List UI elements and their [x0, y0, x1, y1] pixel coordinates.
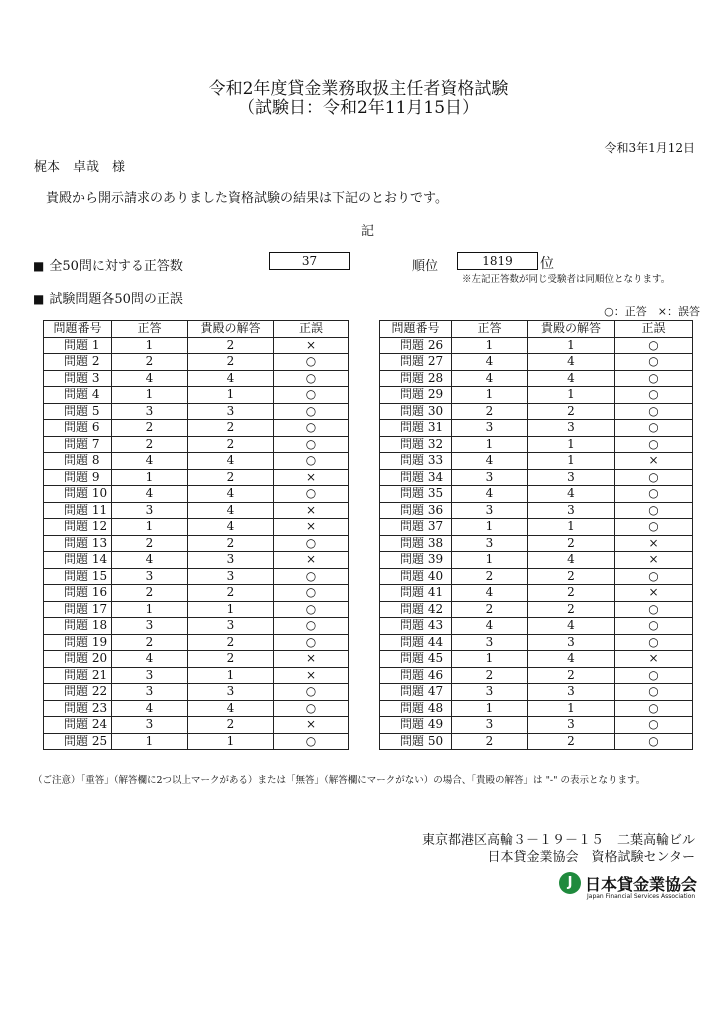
- your-answer: 4: [188, 700, 274, 717]
- your-answer: 2: [188, 436, 274, 453]
- result-mark: ×: [615, 552, 693, 569]
- your-answer: 2: [528, 667, 615, 684]
- result-mark: ×: [615, 535, 693, 552]
- your-answer: 1: [528, 387, 615, 404]
- result-mark: ×: [274, 667, 349, 684]
- result-mark: ○: [274, 733, 349, 750]
- question-number: 問題 5: [44, 403, 112, 420]
- table-header-row: [44, 321, 349, 338]
- question-number: 問題 35: [380, 486, 452, 503]
- correct-answer: 1: [452, 387, 528, 404]
- results-table-left: [43, 320, 349, 750]
- question-number: 問題 21: [44, 667, 112, 684]
- your-answer: 1: [528, 453, 615, 470]
- your-answer: 4: [528, 552, 615, 569]
- question-number: 問題 48: [380, 700, 452, 717]
- table-row: [44, 667, 349, 684]
- result-mark: ○: [274, 436, 349, 453]
- correct-answer: 3: [452, 717, 528, 734]
- result-mark: ×: [274, 337, 349, 354]
- correct-answer: 3: [112, 403, 188, 420]
- question-number: 問題 45: [380, 651, 452, 668]
- question-number: 問題 11: [44, 502, 112, 519]
- correct-answer: 2: [452, 733, 528, 750]
- question-number: 問題 38: [380, 535, 452, 552]
- question-number: 問題 30: [380, 403, 452, 420]
- your-answer: 2: [188, 337, 274, 354]
- table-row: [44, 651, 349, 668]
- result-mark: ○: [615, 684, 693, 701]
- question-number: 問題 23: [44, 700, 112, 717]
- result-mark: ○: [615, 667, 693, 684]
- your-answer: 3: [188, 684, 274, 701]
- rank-note: ※左記正答数が同じ受験者は同順位となります。: [462, 274, 671, 285]
- score-label-text: 全50問に対する正答数: [49, 259, 183, 274]
- intro-text: 貴殿から開示請求のありました資格試験の結果は下記のとおりです。: [46, 191, 448, 206]
- correct-answer: 4: [452, 354, 528, 371]
- table-row: [380, 535, 693, 552]
- correct-answer: 3: [452, 502, 528, 519]
- section-label: [33, 288, 183, 307]
- correct-answer: 2: [112, 354, 188, 371]
- question-number: 問題 36: [380, 502, 452, 519]
- result-mark: ○: [615, 700, 693, 717]
- table-row: [380, 634, 693, 651]
- correct-answer: 3: [112, 502, 188, 519]
- your-answer: 2: [188, 469, 274, 486]
- rank-suffix: 位: [540, 256, 554, 272]
- your-answer: 2: [188, 651, 274, 668]
- correct-answer: 3: [112, 618, 188, 635]
- correct-answer: 2: [112, 535, 188, 552]
- your-answer: 3: [188, 552, 274, 569]
- correct-answer: 2: [452, 601, 528, 618]
- your-answer: 3: [528, 684, 615, 701]
- your-answer: 1: [188, 601, 274, 618]
- result-mark: ○: [615, 733, 693, 750]
- table-row: [380, 403, 693, 420]
- result-mark: ×: [274, 651, 349, 668]
- bullet-square-icon: ■: [33, 259, 45, 273]
- question-number: 問題 33: [380, 453, 452, 470]
- correct-answer: 3: [112, 684, 188, 701]
- result-mark: ○: [615, 469, 693, 486]
- your-answer: 2: [528, 403, 615, 420]
- result-mark: ○: [615, 354, 693, 371]
- header-your-answer: 貴殿の解答: [528, 321, 615, 338]
- result-mark: ×: [615, 585, 693, 602]
- correct-answer: 3: [112, 717, 188, 734]
- question-number: 問題 13: [44, 535, 112, 552]
- header-result: 正誤: [615, 321, 693, 338]
- your-answer: 2: [188, 420, 274, 437]
- question-number: 問題 50: [380, 733, 452, 750]
- header-correct-answer: 正答: [112, 321, 188, 338]
- question-number: 問題 39: [380, 552, 452, 569]
- table-row: [380, 684, 693, 701]
- correct-answer: 3: [452, 469, 528, 486]
- association-logo: [559, 872, 698, 906]
- your-answer: 3: [528, 469, 615, 486]
- your-answer: 2: [528, 585, 615, 602]
- correct-answer: 4: [452, 618, 528, 635]
- question-number: 問題 26: [380, 337, 452, 354]
- question-number: 問題 4: [44, 387, 112, 404]
- correct-answer: 4: [452, 370, 528, 387]
- table-row: [44, 337, 349, 354]
- question-number: 問題 29: [380, 387, 452, 404]
- your-answer: 2: [188, 535, 274, 552]
- table-header-row: [380, 321, 693, 338]
- score-label: [33, 255, 183, 274]
- question-number: 問題 27: [380, 354, 452, 371]
- result-mark: ○: [274, 403, 349, 420]
- header-result: 正誤: [274, 321, 349, 338]
- document-title: 令和2年度貸金業務取扱主任者資格試験: [208, 79, 509, 99]
- table-row: [44, 535, 349, 552]
- result-mark: ○: [615, 337, 693, 354]
- header-correct-answer: 正答: [452, 321, 528, 338]
- question-number: 問題 40: [380, 568, 452, 585]
- address-line1: 東京都港区高輪３－１９－１５ 二葉高輪ビル: [421, 833, 695, 848]
- address-line2: 日本貸金業協会 資格試験センター: [487, 850, 695, 865]
- result-mark: ×: [274, 519, 349, 536]
- result-legend: ○：正答 ×：誤答: [604, 305, 700, 318]
- correct-answer: 2: [112, 436, 188, 453]
- result-mark: ○: [274, 601, 349, 618]
- result-mark: ○: [615, 568, 693, 585]
- table-row: [44, 634, 349, 651]
- table-row: [380, 387, 693, 404]
- question-number: 問題 32: [380, 436, 452, 453]
- result-mark: ○: [615, 618, 693, 635]
- correct-answer: 3: [452, 684, 528, 701]
- correct-answer: 1: [452, 552, 528, 569]
- table-row: [380, 337, 693, 354]
- question-number: 問題 7: [44, 436, 112, 453]
- result-mark: ×: [274, 552, 349, 569]
- result-mark: ×: [274, 502, 349, 519]
- correct-answer: 2: [112, 585, 188, 602]
- result-mark: ○: [615, 601, 693, 618]
- your-answer: 1: [188, 733, 274, 750]
- correct-answer: 4: [112, 651, 188, 668]
- correct-answer: 2: [452, 568, 528, 585]
- your-answer: 3: [188, 568, 274, 585]
- table-row: [380, 469, 693, 486]
- result-mark: ○: [274, 618, 349, 635]
- your-answer: 4: [188, 453, 274, 470]
- question-number: 問題 37: [380, 519, 452, 536]
- your-answer: 1: [188, 387, 274, 404]
- table-row: [44, 585, 349, 602]
- table-row: [44, 733, 349, 750]
- result-mark: ×: [274, 717, 349, 734]
- correct-answer: 1: [112, 337, 188, 354]
- question-number: 問題 31: [380, 420, 452, 437]
- correct-answer: 2: [452, 667, 528, 684]
- your-answer: 3: [528, 634, 615, 651]
- result-mark: ○: [615, 387, 693, 404]
- table-row: [44, 502, 349, 519]
- correct-answer: 4: [452, 486, 528, 503]
- correct-answer: 4: [112, 700, 188, 717]
- question-number: 問題 43: [380, 618, 452, 635]
- your-answer: 3: [188, 618, 274, 635]
- your-answer: 4: [188, 502, 274, 519]
- correct-answer: 3: [452, 420, 528, 437]
- ki-heading: 記: [361, 224, 375, 239]
- question-number: 問題 10: [44, 486, 112, 503]
- question-number: 問題 14: [44, 552, 112, 569]
- result-mark: ○: [615, 502, 693, 519]
- result-mark: ○: [274, 684, 349, 701]
- result-mark: ○: [274, 387, 349, 404]
- your-answer: 4: [188, 519, 274, 536]
- result-mark: ○: [274, 453, 349, 470]
- question-number: 問題 16: [44, 585, 112, 602]
- question-number: 問題 34: [380, 469, 452, 486]
- result-mark: ○: [274, 370, 349, 387]
- table-row: [380, 618, 693, 635]
- table-row: [380, 601, 693, 618]
- result-mark: ○: [615, 486, 693, 503]
- your-answer: 1: [528, 436, 615, 453]
- correct-answer: 1: [452, 436, 528, 453]
- recipient-name: 梶本 卓哉 様: [34, 160, 126, 175]
- correct-answer: 3: [112, 568, 188, 585]
- logo-name-ja: 日本貸金業協会: [585, 875, 698, 894]
- table-row: [44, 403, 349, 420]
- question-number: 問題 25: [44, 733, 112, 750]
- table-row: [44, 519, 349, 536]
- correct-answer: 1: [112, 519, 188, 536]
- question-number: 問題 42: [380, 601, 452, 618]
- table-row: [380, 420, 693, 437]
- exam-date-subtitle: （試験日：令和2年11月15日）: [237, 98, 480, 118]
- table-row: [44, 469, 349, 486]
- result-mark: ○: [615, 436, 693, 453]
- table-row: [380, 733, 693, 750]
- table-row: [44, 684, 349, 701]
- question-number: 問題 20: [44, 651, 112, 668]
- result-mark: ×: [615, 651, 693, 668]
- result-mark: ○: [615, 420, 693, 437]
- table-row: [380, 502, 693, 519]
- table-row: [44, 453, 349, 470]
- table-row: [380, 585, 693, 602]
- table-row: [380, 667, 693, 684]
- question-number: 問題 12: [44, 519, 112, 536]
- correct-answer: 1: [112, 469, 188, 486]
- question-number: 問題 18: [44, 618, 112, 635]
- result-mark: ○: [615, 370, 693, 387]
- your-answer: 4: [188, 486, 274, 503]
- your-answer: 1: [188, 667, 274, 684]
- table-row: [44, 486, 349, 503]
- result-mark: ×: [274, 469, 349, 486]
- result-mark: ○: [615, 519, 693, 536]
- correct-answer: 4: [112, 453, 188, 470]
- result-mark: ×: [615, 453, 693, 470]
- correct-answer: 2: [112, 634, 188, 651]
- correct-answer: 4: [112, 552, 188, 569]
- correct-answer: 4: [112, 370, 188, 387]
- correct-answer: 1: [112, 733, 188, 750]
- your-answer: 2: [528, 733, 615, 750]
- correct-answer: 2: [112, 420, 188, 437]
- correct-answer: 3: [452, 535, 528, 552]
- correct-answer: 4: [112, 486, 188, 503]
- question-number: 問題 8: [44, 453, 112, 470]
- logo-name-en: Japan Financial Services Association: [587, 893, 696, 900]
- header-your-answer: 貴殿の解答: [188, 321, 274, 338]
- question-number: 問題 15: [44, 568, 112, 585]
- your-answer: 4: [528, 618, 615, 635]
- table-row: [44, 618, 349, 635]
- result-mark: ○: [615, 403, 693, 420]
- your-answer: 1: [528, 337, 615, 354]
- table-row: [380, 519, 693, 536]
- question-number: 問題 19: [44, 634, 112, 651]
- question-number: 問題 17: [44, 601, 112, 618]
- question-number: 問題 46: [380, 667, 452, 684]
- bullet-square-icon: ■: [33, 292, 45, 306]
- correct-answer: 1: [452, 337, 528, 354]
- question-number: 問題 1: [44, 337, 112, 354]
- question-number: 問題 44: [380, 634, 452, 651]
- result-mark: ○: [274, 700, 349, 717]
- your-answer: 3: [528, 717, 615, 734]
- result-mark: ○: [274, 420, 349, 437]
- question-number: 問題 22: [44, 684, 112, 701]
- correct-answer: 3: [452, 634, 528, 651]
- rank-value-box: 1819: [457, 252, 538, 270]
- table-row: [380, 568, 693, 585]
- question-number: 問題 41: [380, 585, 452, 602]
- logo-mark-icon: J: [559, 872, 581, 894]
- correct-answer: 1: [112, 387, 188, 404]
- question-number: 問題 24: [44, 717, 112, 734]
- table-row: [44, 420, 349, 437]
- question-number: 問題 49: [380, 717, 452, 734]
- your-answer: 2: [528, 601, 615, 618]
- rank-label: 順位: [412, 259, 439, 274]
- header-question-no: 問題番号: [380, 321, 452, 338]
- table-row: [44, 354, 349, 371]
- result-mark: ○: [274, 486, 349, 503]
- section-label-text: 試験問題各50問の正誤: [49, 292, 183, 307]
- question-number: 問題 9: [44, 469, 112, 486]
- your-answer: 2: [188, 634, 274, 651]
- your-answer: 4: [528, 354, 615, 371]
- your-answer: 2: [188, 717, 274, 734]
- correct-answer: 4: [452, 585, 528, 602]
- your-answer: 2: [528, 568, 615, 585]
- your-answer: 4: [528, 486, 615, 503]
- your-answer: 2: [528, 535, 615, 552]
- table-row: [380, 436, 693, 453]
- question-number: 問題 2: [44, 354, 112, 371]
- footnote: （ご注意）「重答」（解答欄に2つ以上マークがある）または「無答」（解答欄にマークがない）の場合、「貴殿の解答」は "-" の表示となります。: [33, 775, 646, 786]
- question-number: 問題 6: [44, 420, 112, 437]
- your-answer: 1: [528, 519, 615, 536]
- results-table-right: [379, 320, 693, 750]
- issue-date: 令和3年1月12日: [604, 141, 695, 155]
- table-row: [44, 568, 349, 585]
- table-row: [44, 700, 349, 717]
- your-answer: 4: [528, 651, 615, 668]
- table-row: [380, 552, 693, 569]
- your-answer: 2: [188, 354, 274, 371]
- your-answer: 4: [188, 370, 274, 387]
- table-row: [380, 486, 693, 503]
- correct-answer: 3: [112, 667, 188, 684]
- result-mark: ○: [615, 634, 693, 651]
- question-number: 問題 47: [380, 684, 452, 701]
- correct-answer: 2: [452, 403, 528, 420]
- result-mark: ○: [615, 717, 693, 734]
- question-number: 問題 28: [380, 370, 452, 387]
- your-answer: 3: [528, 420, 615, 437]
- table-row: [44, 601, 349, 618]
- table-row: [44, 370, 349, 387]
- table-row: [380, 354, 693, 371]
- correct-answer: 1: [112, 601, 188, 618]
- correct-answer: 1: [452, 651, 528, 668]
- your-answer: 4: [528, 370, 615, 387]
- table-row: [380, 370, 693, 387]
- table-row: [44, 436, 349, 453]
- result-mark: ○: [274, 585, 349, 602]
- correct-answer: 1: [452, 519, 528, 536]
- table-row: [44, 552, 349, 569]
- correct-answer: 1: [452, 700, 528, 717]
- your-answer: 2: [188, 585, 274, 602]
- table-row: [380, 717, 693, 734]
- correct-answer: 4: [452, 453, 528, 470]
- table-row: [380, 700, 693, 717]
- table-row: [380, 651, 693, 668]
- your-answer: 3: [188, 403, 274, 420]
- table-row: [44, 387, 349, 404]
- score-value-box: 37: [269, 252, 350, 270]
- table-row: [44, 717, 349, 734]
- result-mark: ○: [274, 568, 349, 585]
- header-question-no: 問題番号: [44, 321, 112, 338]
- result-mark: ○: [274, 535, 349, 552]
- question-number: 問題 3: [44, 370, 112, 387]
- result-mark: ○: [274, 354, 349, 371]
- table-row: [380, 453, 693, 470]
- your-answer: 1: [528, 700, 615, 717]
- result-mark: ○: [274, 634, 349, 651]
- your-answer: 3: [528, 502, 615, 519]
